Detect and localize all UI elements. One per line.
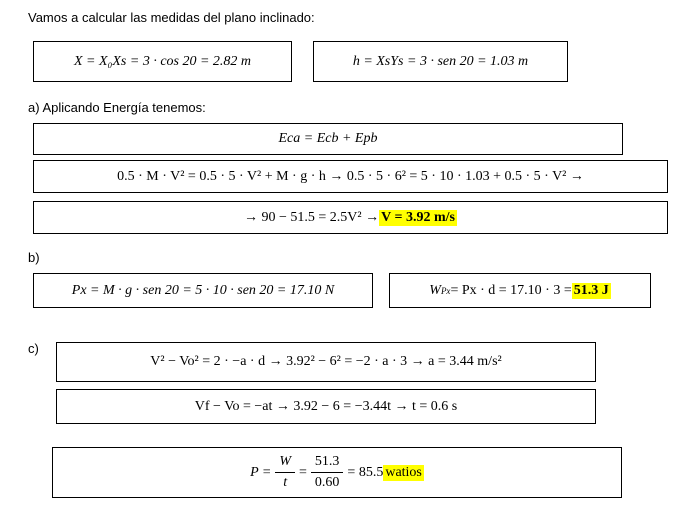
work-equation: = Px · d = 17.10 · 3 = xyxy=(450,282,572,298)
power-unit: watios xyxy=(385,464,422,480)
work-result: 51.3 J xyxy=(573,282,609,298)
power-equation-box xyxy=(52,447,622,498)
energy-equation: Eca = Ecb + Epb xyxy=(278,131,378,146)
acceleration-equation: V² − Vo² = 2 · −a · d → 3.92² − 6² = −2 · a · 3 → a = 3.44 m/s² xyxy=(150,354,502,369)
work-subscript: Px xyxy=(440,285,451,296)
equation-x: X = X₀Xs = 3 · cos 20 = 2.82 m xyxy=(73,53,252,69)
equation-h: h = XsYs = 3 · sen 20 = 1.03 m xyxy=(352,53,529,69)
velocity-result-box xyxy=(33,201,668,234)
work-equation-box xyxy=(389,273,651,308)
time-equation: Vf − Vo = −at → 3.92 − 6 = −3.44t → t = 0.6 s xyxy=(194,398,458,414)
intro-text: Vamos a calcular las medidas del plano inclinado: xyxy=(28,10,315,25)
power-result: = 85.5 xyxy=(347,464,384,480)
power-fraction-numeric xyxy=(311,454,344,491)
energy-expansion-box xyxy=(33,160,668,193)
velocity-result: V = 3.92 m/s xyxy=(381,209,455,225)
equation-h-box xyxy=(313,41,568,82)
px-equation: Px = M · g · sen 20 = 5 · 10 · sen 20 = 17.10 N xyxy=(71,282,335,298)
velocity-derivation: → 90 − 51.5 = 2.5V² → xyxy=(244,209,380,225)
power-lhs: P = xyxy=(250,464,272,480)
power-fraction-symbolic xyxy=(275,454,295,491)
energy-equation-box xyxy=(33,123,623,155)
work-symbol: W xyxy=(429,282,441,298)
acceleration-equation-box xyxy=(56,342,596,382)
power-denominator: 0.60 xyxy=(314,475,340,490)
section-b-label: b) xyxy=(28,250,40,265)
time-equation-box xyxy=(56,389,596,424)
px-equation-box xyxy=(33,273,373,308)
power-denominator-symbolic: t xyxy=(283,475,288,490)
power-numerator-symbolic: W xyxy=(275,454,295,473)
energy-expansion: 0.5 · M · V² = 0.5 · 5 · V² + M · g · h → 0.5 · 5 · 6² = 5 · 10 · 1.03 + 0.5 · 5 · V² → xyxy=(117,168,584,184)
section-c-label: c) xyxy=(28,341,39,356)
equation-x-box xyxy=(33,41,292,82)
power-equals: = xyxy=(299,464,307,480)
power-numerator: 51.3 xyxy=(311,454,344,473)
section-a-label: a) Aplicando Energía tenemos: xyxy=(28,100,206,115)
